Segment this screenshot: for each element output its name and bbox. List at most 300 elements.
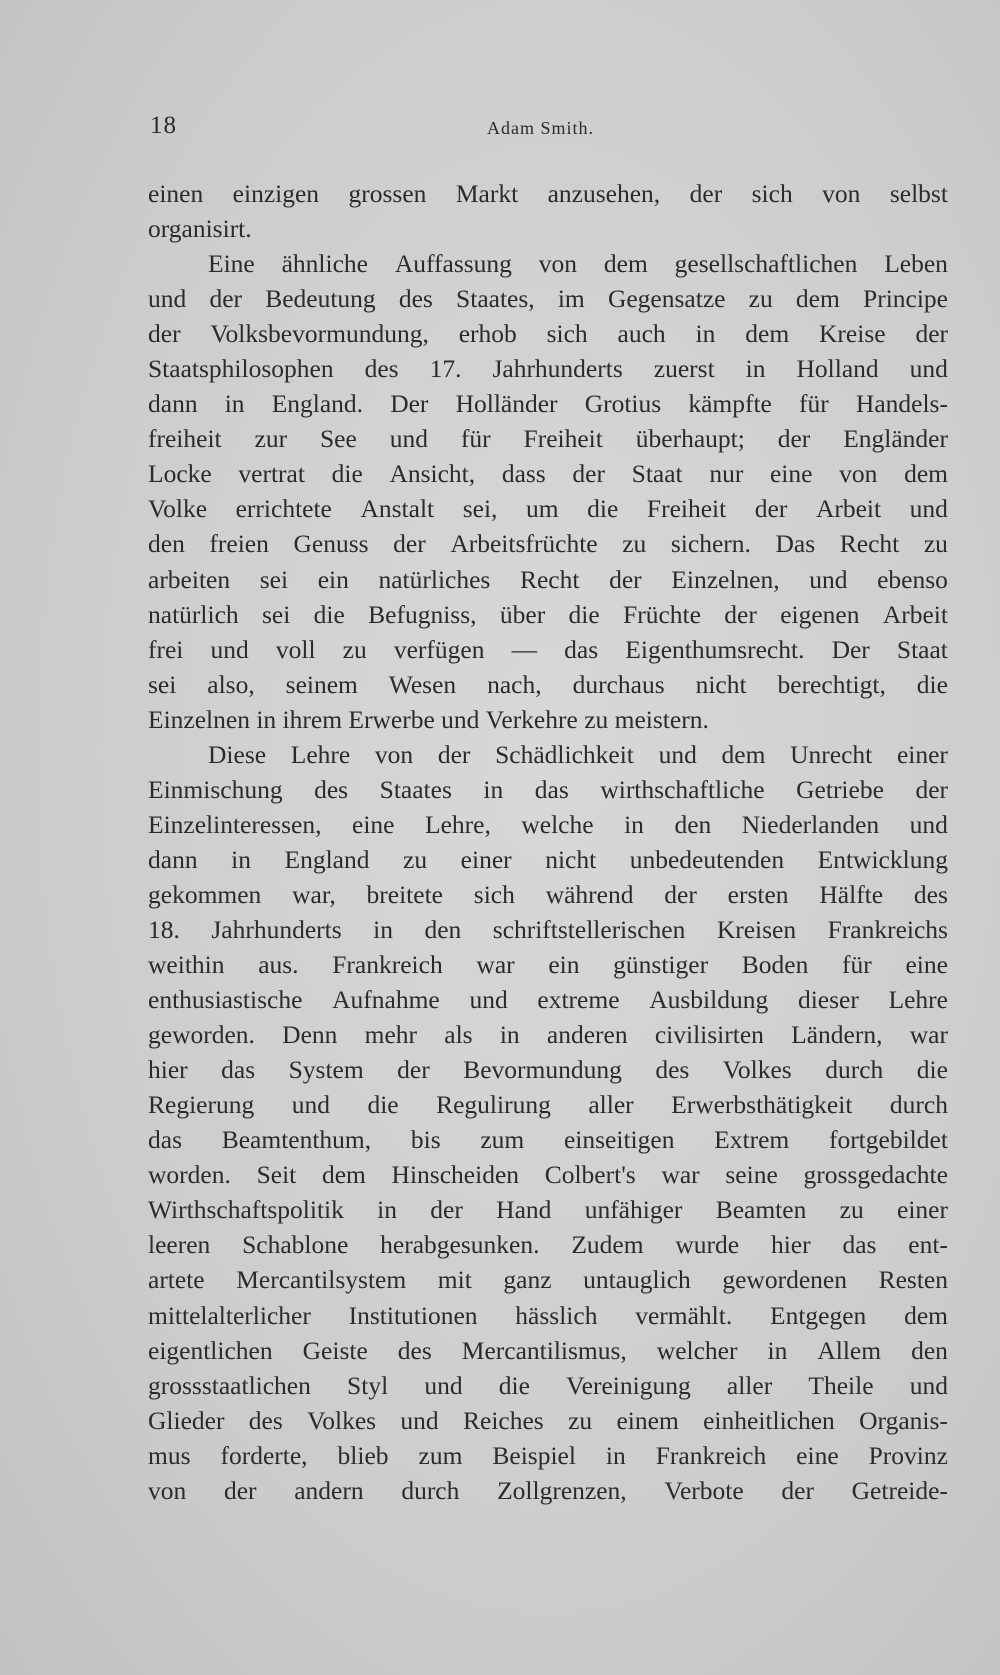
word: welche	[521, 809, 594, 839]
word: und	[469, 985, 508, 1015]
word: des	[913, 879, 948, 909]
word: Entgegen	[770, 1300, 867, 1330]
word: Reiches	[463, 1405, 544, 1435]
word: dass	[501, 459, 546, 489]
text-line	[148, 1298, 948, 1333]
word: und	[389, 424, 428, 454]
word: also,	[207, 669, 255, 699]
word: der	[915, 319, 948, 349]
word: Erwerbe	[348, 704, 442, 734]
word: das	[221, 1055, 256, 1085]
word: einzigen	[232, 179, 320, 208]
word: der	[209, 284, 242, 314]
word: England.	[271, 389, 364, 419]
word: Recht	[839, 529, 900, 559]
word: Aufnahme	[332, 985, 440, 1015]
page-number: 18	[150, 112, 177, 139]
word: von	[148, 1475, 187, 1505]
word: des	[398, 284, 433, 314]
word: gekommen	[148, 879, 262, 909]
word: Einmischung	[148, 774, 283, 804]
word: Grotius	[584, 389, 662, 419]
word: aus.	[258, 950, 299, 980]
word: Bevormundung	[463, 1055, 622, 1085]
word: Entwicklung	[817, 844, 948, 874]
word: Hand	[496, 1195, 552, 1225]
text-line	[148, 1473, 948, 1508]
word: hier	[770, 1230, 811, 1260]
word: enthusiastische	[148, 985, 303, 1015]
word: Seit	[256, 1160, 297, 1190]
word: gewordenen	[722, 1265, 847, 1295]
word: zu	[839, 1195, 864, 1225]
word: Denn	[282, 1020, 338, 1050]
word: dem	[795, 284, 840, 314]
word: in	[231, 844, 251, 874]
text-line	[148, 562, 948, 597]
word: in	[605, 1440, 626, 1470]
word: einer	[460, 844, 512, 874]
word: Extrem	[714, 1125, 790, 1155]
word: eigenen	[780, 599, 860, 629]
word: zum	[418, 1440, 463, 1470]
word: sei,	[462, 494, 498, 524]
word: für	[842, 950, 872, 980]
word: war	[476, 950, 515, 980]
word: Lehre	[290, 739, 351, 769]
word: Beamten	[715, 1195, 807, 1225]
text-line	[148, 1403, 948, 1438]
word: und	[424, 1370, 463, 1400]
word: natürliches	[378, 564, 491, 594]
word: einseitigen	[563, 1125, 675, 1155]
word: Mercantilismus,	[461, 1335, 627, 1365]
word: zu	[568, 1405, 593, 1435]
word: zu	[923, 529, 948, 559]
word: den	[148, 529, 185, 559]
word: und	[909, 1370, 948, 1400]
word: arbeiten	[148, 564, 231, 594]
word: Volke	[148, 494, 208, 524]
word: seinem	[285, 669, 358, 699]
text-line	[148, 491, 948, 526]
word: grossen	[348, 179, 427, 208]
text-line	[148, 1087, 948, 1122]
word: überhaupt;	[635, 424, 745, 454]
word: Freiheit	[523, 424, 603, 454]
text-line	[148, 877, 948, 912]
word: Provinz	[868, 1440, 948, 1470]
word: andern	[294, 1475, 364, 1505]
word: einer	[897, 1195, 948, 1225]
word: einer	[896, 739, 948, 769]
word: sich	[473, 879, 515, 909]
word: herabgesunken.	[380, 1230, 540, 1260]
word: von	[538, 249, 578, 279]
word: nicht	[545, 844, 597, 874]
word: Frankreich	[332, 950, 443, 980]
word: nach,	[487, 669, 542, 699]
word: Arbeit	[815, 494, 882, 524]
word: und	[809, 564, 848, 594]
text-line	[148, 1368, 948, 1403]
word: in	[745, 354, 766, 384]
word: das	[534, 774, 569, 804]
word: Eine	[208, 249, 255, 279]
word: organisirt.	[148, 214, 252, 244]
word: die	[498, 1370, 530, 1400]
word: zur	[254, 424, 288, 454]
word: Jahrhunderts	[211, 914, 342, 944]
word: Colbert's	[544, 1160, 636, 1190]
word: eine	[905, 950, 948, 980]
word: war	[909, 1020, 948, 1050]
word: Schädlichkeit	[495, 739, 634, 769]
text-line	[148, 1052, 948, 1087]
word: Beispiel	[492, 1440, 576, 1470]
word: Anstalt	[360, 494, 435, 524]
word: Theile	[808, 1370, 874, 1400]
word: den	[911, 1335, 948, 1365]
word: breitete	[366, 879, 443, 909]
word: Hälfte	[819, 879, 884, 909]
word: Markt	[455, 179, 519, 208]
word: Kreisen	[716, 914, 797, 944]
word: worden.	[148, 1160, 231, 1190]
word: für	[799, 389, 829, 419]
word: ähnliche	[281, 249, 368, 279]
word: forderte,	[220, 1440, 308, 1470]
word: für	[460, 424, 491, 454]
word: schriftstellerischen	[492, 914, 686, 944]
word: sei	[259, 564, 289, 594]
word: und	[210, 634, 249, 664]
word: den	[674, 809, 712, 839]
text-line	[148, 526, 948, 561]
word: das	[564, 634, 599, 664]
word: durchaus	[572, 669, 665, 699]
word: und	[909, 354, 948, 384]
word: verfügen	[393, 634, 485, 664]
word: zu	[622, 529, 647, 559]
word: Regulirung	[436, 1090, 551, 1120]
word: Glieder	[148, 1405, 225, 1435]
text-line	[148, 982, 948, 1017]
word: Arbeit	[882, 599, 948, 629]
word: des	[314, 774, 349, 804]
word: fortgebildet	[828, 1125, 948, 1155]
word: natürlich	[148, 599, 239, 629]
word: Staat	[896, 634, 948, 664]
word: hier	[148, 1055, 188, 1085]
word: der	[915, 774, 948, 804]
word: der	[664, 879, 697, 909]
word: voll	[275, 634, 316, 664]
page-header	[150, 112, 950, 152]
word: Wesen	[388, 669, 457, 699]
word: Staat	[631, 459, 683, 489]
word: sich	[751, 179, 793, 208]
word: der	[781, 1475, 814, 1505]
word: Arbeitsfrüchte	[450, 529, 598, 559]
word: 17.	[429, 354, 462, 384]
word: dem	[721, 739, 766, 769]
text-line	[148, 246, 948, 281]
word: Regierung	[148, 1090, 255, 1120]
word: geworden.	[148, 1020, 255, 1050]
word: vertrat	[238, 459, 305, 489]
word: das	[842, 1230, 877, 1260]
word: einen	[148, 179, 204, 208]
word: der	[393, 529, 426, 559]
word: Boden	[741, 950, 809, 980]
text-line	[148, 351, 948, 386]
running-head: Adam Smith.	[487, 118, 595, 138]
word: und	[441, 704, 486, 734]
word: die	[568, 599, 600, 629]
word: Organis-	[859, 1405, 948, 1435]
word: sei	[148, 669, 177, 699]
word: Frankreichs	[827, 914, 948, 944]
word: errichtete	[235, 494, 332, 524]
word: des	[364, 354, 399, 384]
text-line	[148, 1262, 948, 1297]
word: ein	[548, 950, 580, 980]
word: 18.	[148, 914, 180, 944]
word: in	[377, 1195, 397, 1225]
text-line	[148, 737, 948, 772]
word: Zudem	[571, 1230, 644, 1260]
word: die	[331, 459, 363, 489]
word: dem	[745, 319, 790, 349]
word: Geiste	[302, 1335, 368, 1365]
word: als	[444, 1020, 473, 1050]
word: zu	[584, 704, 615, 734]
word: Unrecht	[790, 739, 873, 769]
word: nur	[709, 459, 744, 489]
word: dem	[321, 1160, 366, 1190]
word: Allem	[817, 1335, 882, 1365]
word: Handels-	[855, 389, 948, 419]
word: Diese	[208, 739, 267, 769]
word: Staates,	[456, 284, 535, 314]
word: Ländern,	[791, 1020, 883, 1050]
text-line	[148, 1017, 948, 1052]
word: grossgedachte	[803, 1160, 948, 1190]
word: Holland	[796, 354, 879, 384]
word: ihrem	[282, 704, 349, 734]
word: dann	[148, 844, 198, 874]
word: Staates	[379, 774, 452, 804]
word: Einzelnen,	[671, 564, 780, 594]
word: zu	[748, 284, 773, 314]
word: Befugniss,	[368, 599, 477, 629]
word: der	[437, 739, 471, 769]
word: der	[609, 564, 642, 594]
word: um	[525, 494, 559, 524]
word: auch	[617, 319, 666, 349]
text-line	[148, 1157, 948, 1192]
word: ersten	[727, 879, 789, 909]
word: aller	[588, 1090, 634, 1120]
word: zu	[403, 844, 428, 874]
word: Genuss	[293, 529, 369, 559]
word: war	[661, 1160, 700, 1190]
text-line	[148, 316, 948, 351]
word: von	[822, 179, 861, 208]
word: dem	[904, 1300, 948, 1330]
word: durch	[825, 1055, 884, 1085]
word: in	[695, 319, 716, 349]
word: unbedeutenden	[629, 844, 785, 874]
word: von	[374, 739, 414, 769]
word: der	[689, 179, 723, 208]
body-text	[148, 176, 948, 1508]
word: Frankreich	[655, 1440, 767, 1470]
word: Auffassung	[394, 249, 512, 279]
word: unfähiger	[584, 1195, 683, 1225]
word: sei	[261, 599, 291, 629]
word: Recht	[519, 564, 580, 594]
word: Ansicht,	[389, 459, 476, 489]
word: mittelalterlicher	[148, 1300, 311, 1330]
word: war,	[292, 879, 336, 909]
word: wirthschaftliche	[600, 774, 765, 804]
word: nicht	[695, 669, 747, 699]
word: leeren	[148, 1230, 211, 1260]
word: und	[291, 1090, 330, 1120]
word: ent-	[908, 1230, 948, 1260]
text-line	[148, 772, 948, 807]
word: mit	[437, 1265, 472, 1295]
word: Bedeutung	[265, 284, 376, 314]
word: der	[724, 599, 757, 629]
word: System	[288, 1055, 364, 1085]
word: erhob	[458, 319, 517, 349]
word: und	[909, 494, 948, 524]
word: zu	[342, 634, 367, 664]
text-line	[148, 456, 948, 491]
word: und	[148, 284, 187, 314]
word: die	[587, 494, 619, 524]
text-line	[148, 807, 948, 842]
word: Hinscheiden	[391, 1160, 520, 1190]
word: Eigenthumsrecht.	[625, 634, 805, 664]
word: Das	[775, 529, 816, 559]
word: freien	[209, 529, 269, 559]
word: mehr	[364, 1020, 418, 1050]
word: aller	[726, 1370, 773, 1400]
word: Einzelnen	[148, 704, 257, 734]
word: Staatsphilosophen	[148, 354, 334, 384]
word: in	[256, 704, 283, 734]
word: dem	[603, 249, 648, 279]
word: —	[511, 634, 538, 664]
word: eine	[769, 459, 813, 489]
word: Volksbevormundung,	[210, 319, 429, 349]
word: des	[397, 1335, 432, 1365]
word: berechtigt,	[777, 669, 886, 699]
word: die	[916, 1055, 948, 1085]
word: weithin	[148, 950, 225, 980]
word: über	[499, 599, 546, 629]
word: die	[916, 669, 948, 699]
word: grossstaatlichen	[148, 1370, 311, 1400]
word: einem	[616, 1405, 679, 1435]
word: Volkes	[307, 1405, 377, 1435]
text-line	[148, 421, 948, 456]
word: der	[148, 319, 181, 349]
word: See	[320, 424, 357, 454]
word: Einzelinteressen,	[148, 809, 322, 839]
word: der	[223, 1475, 257, 1505]
word: Getriebe	[796, 774, 884, 804]
word: Der	[390, 389, 429, 419]
word: in	[767, 1335, 788, 1365]
word: des	[655, 1055, 690, 1085]
word: Kreise	[819, 319, 886, 349]
word: Wirthschaftspolitik	[148, 1195, 344, 1225]
word: mus	[148, 1440, 191, 1470]
word: eigentlichen	[148, 1335, 273, 1365]
word: dem	[904, 459, 948, 489]
word: in	[224, 389, 245, 419]
word: in	[499, 1020, 520, 1050]
word: Ausbildung	[649, 985, 769, 1015]
word: Verkehre	[485, 704, 585, 734]
word: der	[397, 1055, 430, 1085]
word: Beamtenthum,	[221, 1125, 372, 1155]
word: die	[313, 599, 345, 629]
word: bis	[410, 1125, 441, 1155]
word: Jahrhunderts	[492, 354, 623, 384]
word: Der	[831, 634, 870, 664]
word: selbst	[889, 179, 948, 208]
text-line	[148, 667, 948, 702]
word: Volkes	[722, 1055, 792, 1085]
word: in	[373, 914, 393, 944]
word: Resten	[878, 1265, 948, 1295]
word: im	[557, 284, 585, 314]
word: untauglich	[583, 1265, 691, 1295]
word: Früchte	[623, 599, 701, 629]
word: Niederlanden	[741, 809, 880, 839]
word: Erwerbsthätigkeit	[671, 1090, 853, 1120]
word: wurde	[675, 1230, 740, 1260]
word: durch	[889, 1090, 948, 1120]
word: Institutionen	[348, 1300, 478, 1330]
word: und	[400, 1405, 439, 1435]
word: dann	[148, 389, 198, 419]
word: England	[284, 844, 370, 874]
text-line	[148, 176, 948, 211]
word: der	[572, 459, 605, 489]
word: zuerst	[653, 354, 715, 384]
word: Gegensatze	[607, 284, 726, 314]
word: in	[483, 774, 504, 804]
word: civilisirten	[654, 1020, 764, 1050]
word: Leben	[884, 249, 948, 279]
word: Lehre	[888, 985, 948, 1015]
word: günstiger	[613, 950, 709, 980]
text-line	[148, 386, 948, 421]
text-line	[148, 1438, 948, 1473]
word: Engländer	[843, 424, 948, 454]
word: Verbote	[664, 1475, 744, 1505]
word: ein	[317, 564, 349, 594]
word: durch	[401, 1475, 460, 1505]
word: anderen	[546, 1020, 628, 1050]
